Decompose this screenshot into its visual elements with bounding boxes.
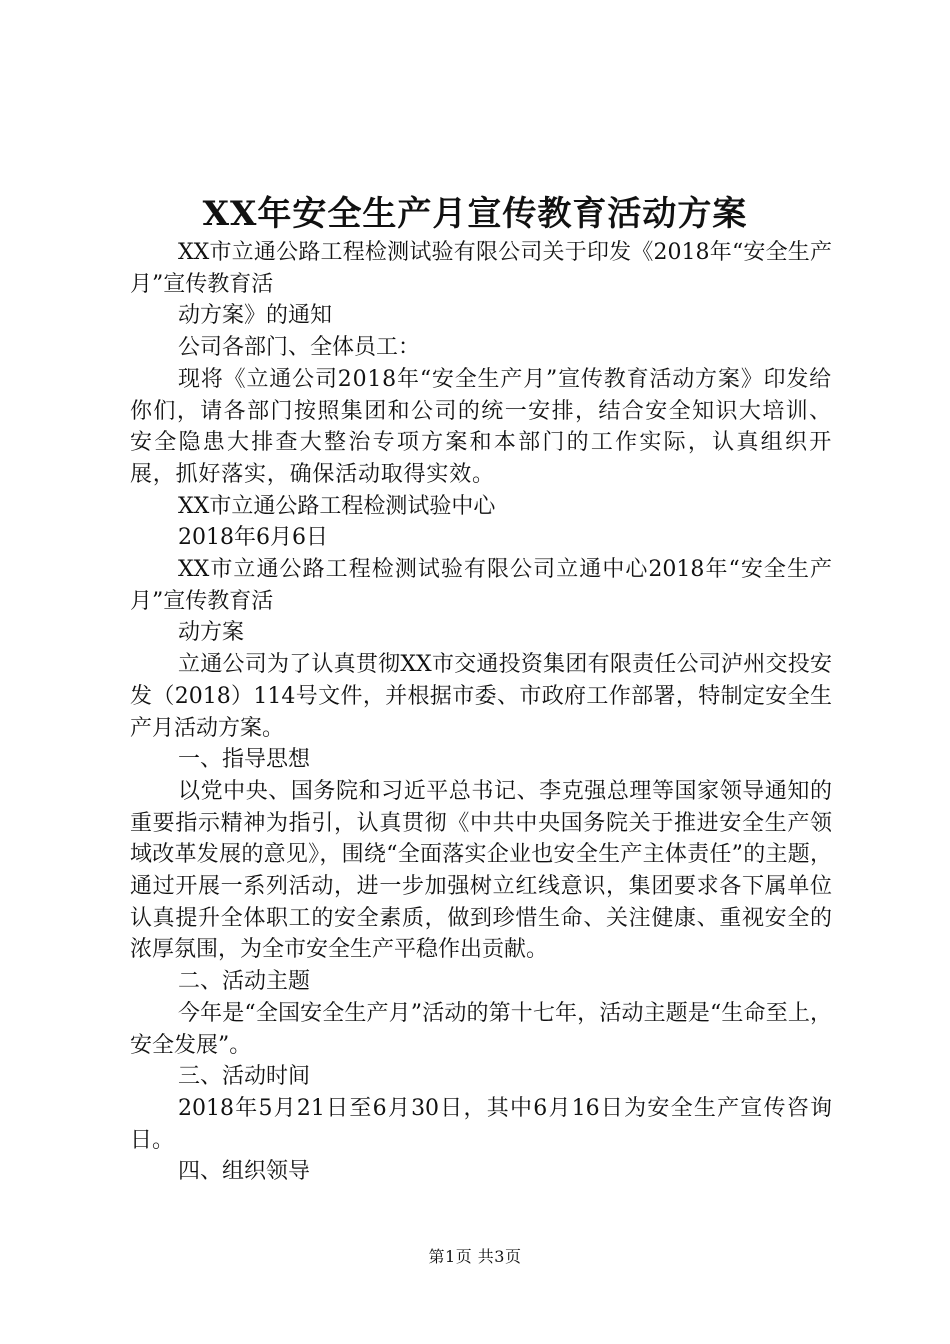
paragraph-salutation: 公司各部门、全体员工： [178, 335, 421, 361]
paragraph-date: 2018年6月6日 [178, 525, 328, 551]
paragraph-plan-title: XX市立通公路工程检测试验有限公司立通中心2018年“安全生产月”宣传教育活 [130, 557, 832, 614]
paragraph-activity-theme: 今年是“全国安全生产月”活动的第十七年，活动主题是“生命至上，安全发展”。 [130, 1000, 832, 1058]
section-heading-1: 一、指导思想 [178, 747, 311, 773]
document-body [130, 237, 832, 1188]
paragraph-intro: 立通公司为了认真贯彻XX市交通投资集团有限责任公司泸州交投安发（2018）114号文件，并根据市委、市政府工作部署，特制定安全生产月活动方案。 [130, 652, 832, 741]
section-heading-3: 三、活动时间 [178, 1064, 311, 1090]
paragraph-activity-time: 2018年5月21日至6月30日，其中6月16日为安全生产宣传咨询日。 [130, 1095, 832, 1153]
paragraph-signature: XX市立通公路工程检测试验中心 [178, 493, 496, 519]
section-heading-2: 二、活动主题 [178, 969, 311, 995]
paragraph-guiding-thought: 以党中央、国务院和习近平总书记、李克强总理等国家领导通知的重要指示精神为指引，认真贯彻《中共中央国务院关于推进安全生产领域改革发展的意见》，围绕“全面落实企业也安全生产主体责任”的主题，通过开展一系列活动，进一步加强树立红线意识，集团要求各下属单位认真提升全体职工的安全素质，做到珍惜生命、关注健康、重视安全的浓厚氛围，为全市安全生产平稳作出贡献。 [130, 778, 832, 963]
paragraph-notice-body: 现将《立通公司2018年“安全生产月”宣传教育活动方案》印发给你们，请各部门按照集团和公司的统一安排，结合安全知识大培训、安全隐患大排查大整治专项方案和本部门的工作实际，认真组织开展，抓好落实，确保活动取得实效。 [130, 366, 832, 487]
paragraph-plan-title-cont: 动方案 [178, 620, 245, 646]
paragraph-notice-title-cont: 动方案》的通知 [178, 303, 333, 329]
page-footer: 第1页 共3页 [428, 1247, 522, 1266]
document-title: XX年安全生产月宣传教育活动方案 [202, 194, 748, 234]
paragraph-notice-title: XX市立通公路工程检测试验有限公司关于印发《2018年“安全生产月”宣传教育活 [130, 240, 832, 297]
section-heading-4: 四、组织领导 [178, 1159, 311, 1185]
